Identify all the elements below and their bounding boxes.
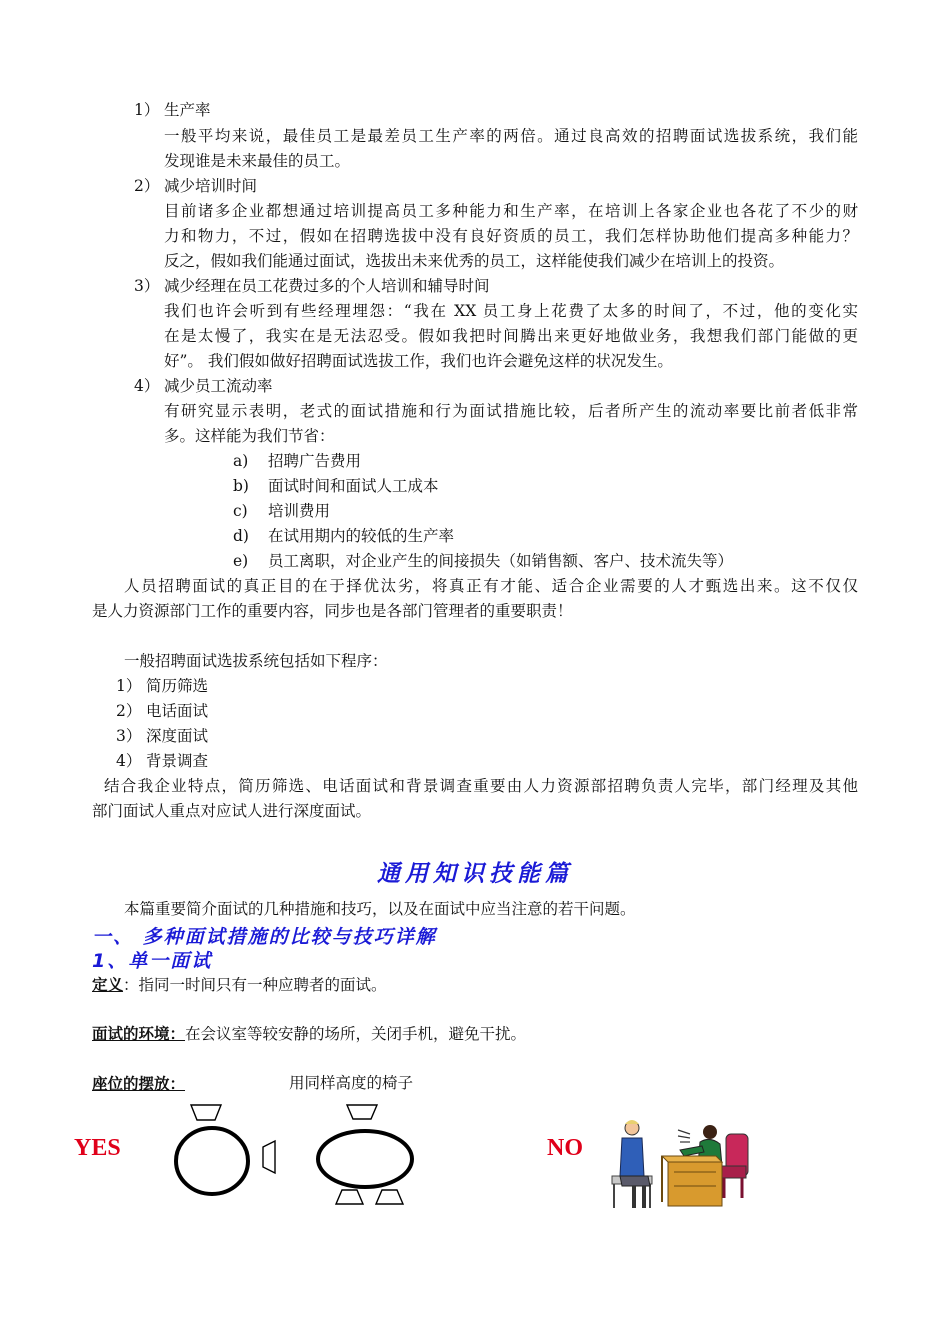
- list-item-number: 4）: [134, 377, 160, 395]
- list-item: 简历筛选: [146, 677, 209, 695]
- definition-label: 定义: [92, 975, 124, 994]
- oval-table-icon: [318, 1131, 412, 1187]
- chair-bottom-right-icon: [376, 1190, 403, 1204]
- definition-text: ：指同一时间只有一种应聘者的面试。: [123, 976, 387, 994]
- sublist-letter: b): [233, 477, 249, 495]
- seating-diagram-yes: [160, 1100, 460, 1210]
- sublist-item: 招聘广告费用: [268, 452, 362, 470]
- seating-label: 座位的摆放：: [92, 1074, 186, 1093]
- list-item-title: 减少培训时间: [164, 177, 258, 195]
- sublist-letter: a): [233, 452, 249, 470]
- section-intro: 本篇重要简介面试的几种措施和技巧，以及在面试中应当注意的若干问题。: [124, 900, 636, 918]
- paragraph-line: 反之，假如我们能通过面试，选拔出未来优秀的员工，这样能使我们减少在培训上的投资。: [164, 252, 785, 270]
- list-item-number: 2）: [116, 702, 142, 720]
- paragraph-line: 结合我企业特点，简历筛选、电话面试和背景调查重要由人力资源部招聘负责人完毕，部门经理及其他: [104, 777, 858, 795]
- section-title: 通用知识技能篇: [377, 861, 573, 887]
- list-item-number: 3）: [116, 727, 142, 745]
- paragraph-line: 人员招聘面试的真正目的在于择优汰劣，将真正有才能、适合企业需要的人才甄选出来。这不仅仅: [124, 577, 858, 595]
- list-item-number: 1）: [134, 101, 160, 119]
- sublist-letter: e): [233, 552, 249, 570]
- paragraph-line: 是人力资源部门工作的重要内容，同步也是各部门管理者的重要职责！: [92, 602, 573, 620]
- list-item-title: 减少员工流动率: [164, 377, 273, 395]
- no-label: NO: [547, 1135, 583, 1161]
- paragraph-line: 有研究显示表明，老式的面试措施和行为面试措施比较，后者所产生的流动率要比前者低非常: [164, 402, 858, 420]
- list-item-title: 减少经理在员工花费过多的个人培训和辅导时间: [164, 277, 490, 295]
- paragraph-line: 力和物力，不过，假如在招聘选拔中没有良好资质的员工，我们怎样协助他们提高多种能力？: [164, 227, 858, 245]
- paragraph-line: 多。这样能为我们节省：: [164, 427, 335, 445]
- paragraph-line: 一般平均来说，最佳员工是最差员工生产率的两倍。通过良高效的招聘面试选拔系统，我们能: [164, 127, 858, 145]
- chair-top-right-icon: [347, 1105, 377, 1119]
- yes-label: YES: [74, 1135, 121, 1161]
- paragraph-line: 好”。 我们假如做好招聘面试选拔工作，我们也许会避免这样的状况发生。: [164, 352, 673, 370]
- paragraph-line: 我们也许会听到有些经理埋怨：“我在 XX 员工身上花费了太多的时间了，不过，他的变化实: [164, 302, 858, 320]
- sublist-item: 培训费用: [268, 502, 331, 520]
- paragraph-line: 在是太慢了，我实在是无法忍受。假如我把时间腾出来更好地做业务，我想我们部门能做的更: [164, 327, 858, 345]
- paragraph-line: 发现谁是未来最佳的员工。: [164, 152, 351, 170]
- seating-note: 用同样高度的椅子: [289, 1074, 414, 1092]
- list-item: 电话面试: [146, 702, 209, 720]
- procedure-intro: 一般招聘面试选拔系统包括如下程序：: [124, 652, 388, 670]
- list-item-title: 生产率: [164, 101, 211, 119]
- environment-label: 面试的环境：: [92, 1024, 186, 1043]
- environment-line: [92, 1021, 526, 1047]
- sublist-letter: d): [233, 527, 249, 545]
- list-item-number: 1）: [116, 677, 142, 695]
- round-table-icon: [176, 1128, 248, 1194]
- chair-side-icon: [263, 1141, 275, 1173]
- paragraph-line: 目前诸多企业都想通过培训提高员工多种能力和生产率，在培训上各家企业也各花了不少的财: [164, 202, 858, 220]
- paragraph-line: 部门面试人重点对应试人进行深度面试。: [92, 802, 372, 820]
- heading-level-2: 1、单一面试: [92, 950, 213, 972]
- environment-text: 在会议室等较安静的场所，关闭手机，避免干扰。: [185, 1025, 527, 1043]
- list-item: 深度面试: [146, 727, 209, 745]
- chair-bottom-left-icon: [336, 1190, 363, 1204]
- definition-line: [92, 972, 387, 998]
- sublist-item: 在试用期内的较低的生产率: [268, 527, 455, 545]
- sublist-item: 面试时间和面试人工成本: [268, 477, 439, 495]
- interview-clipart-icon: [604, 1116, 756, 1214]
- list-item-number: 4）: [116, 752, 142, 770]
- list-item: 背景调查: [146, 752, 209, 770]
- chair-top-left-icon: [191, 1105, 221, 1120]
- sublist-item: 员工离职，对企业产生的间接损失（如销售额、客户、技术流失等）: [268, 552, 734, 570]
- sublist-letter: c): [233, 502, 248, 520]
- list-item-number: 2）: [134, 177, 160, 195]
- list-item-number: 3）: [134, 277, 160, 295]
- heading-level-1: 一、 多种面试措施的比较与技巧详解: [92, 926, 437, 948]
